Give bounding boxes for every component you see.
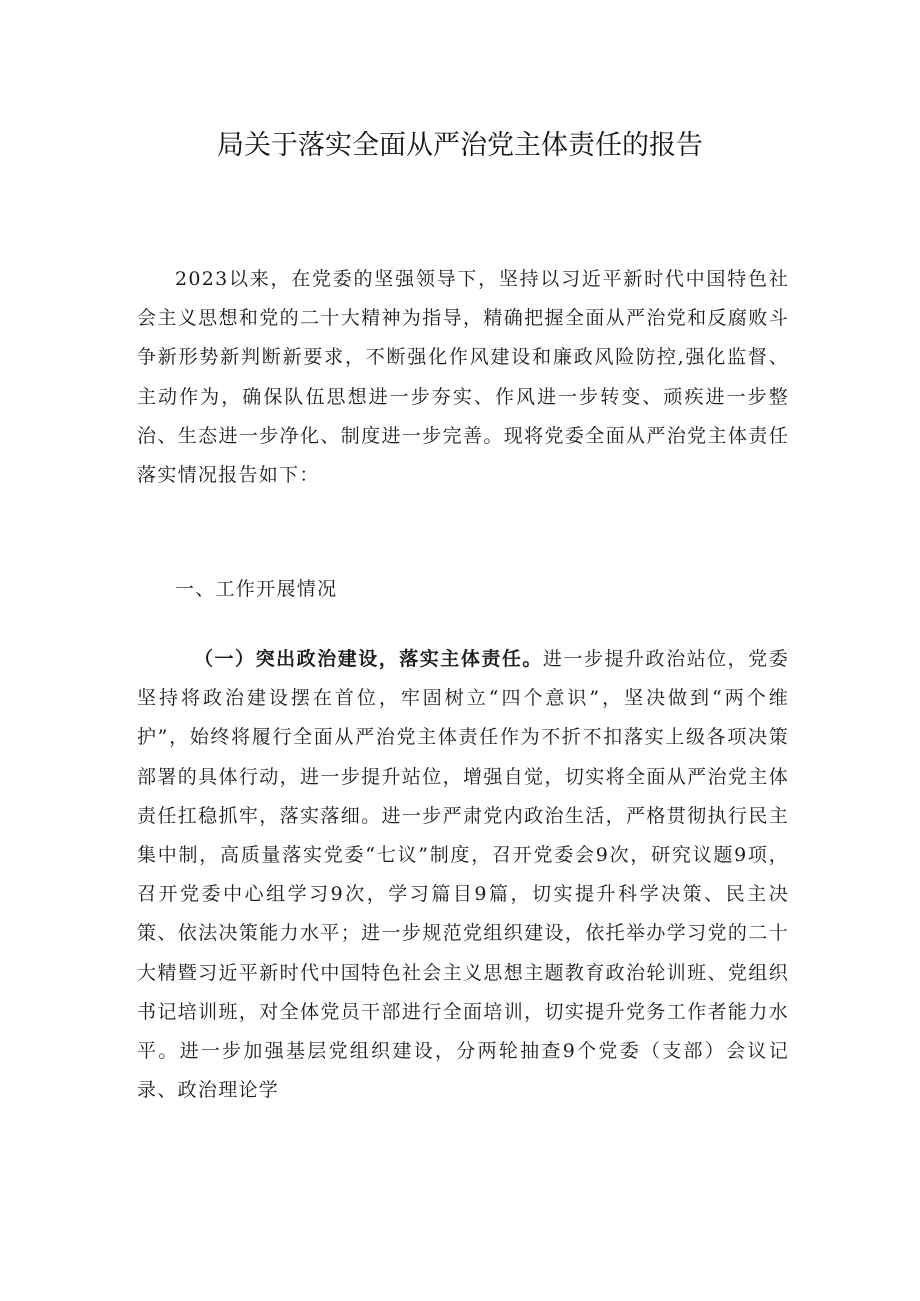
subsection-body: 进一步提升政治站位，党委坚持将政治建设摆在首位，牢固树立“四个意识”，坚决做到“两个维护”，始终将履行全面从严治党主体责任作为不折不扣落实上级各项决策部署的具体行动，进一步提升站位，增强自觉，切实将全面从严治党主体责任扛稳抓牢，落实落细。进一步严肃党内政治生活，严格贯彻执行民主集中制，高质量落实党委“七议”制度，召开党委会9次，研究议题9项，召开党委中心组学习9次，学习篇目9篇，切实提升科学决策、民主决策、依法决策能力水平；进一步规范党组织建设，依托举办学习党的二十大精暨习近平新时代中国特色社会主义思想主题教育政治轮训班、党组织书记培训班，对全体党员干部进行全面培训，切实提升党务工作者能力水平。进一步加强基层党组织建设，分两轮抽查9个党委（支部）会议记录、政治理论学 — [137, 648, 789, 1102]
section-heading: 一、工作开展情况 — [175, 578, 338, 600]
document-title: 局关于落实全面从严治党主体责任的报告 — [217, 130, 703, 161]
subsection-paragraph — [137, 640, 789, 1110]
subsection-lead: （一）突出政治建设，落实主体责任。 — [194, 648, 543, 670]
intro-paragraph: 2023以来，在党委的坚强领导下，坚持以习近平新时代中国特色社会主义思想和党的二十大精神为指导，精确把握全面从严治党和反腐败斗争新形势新判断新要求，不断强化作风建设和廉政风险防控,强化监督、主动作为，确保队伍思想进一步夯实、作风进一步转变、顽疾进一步整治、生态进一步净化、制度进一步完善。现将党委全面从严治党主体责任落实情况报告如下： — [137, 268, 789, 487]
